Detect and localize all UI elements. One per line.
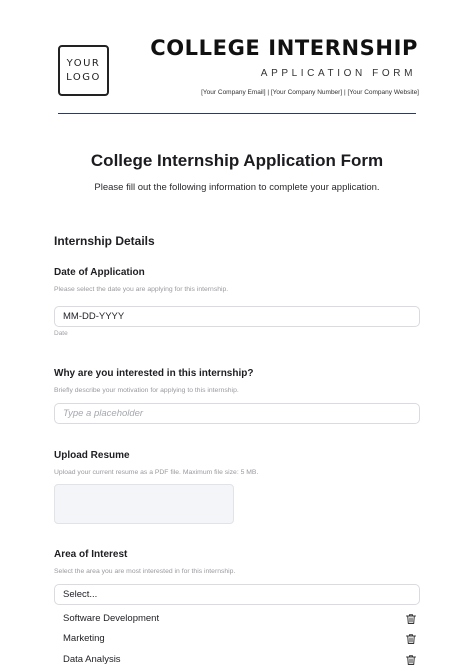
resume-label: Upload Resume <box>54 450 130 461</box>
resume-upload-area[interactable] <box>54 484 234 524</box>
motivation-input[interactable]: Type a placeholder <box>54 403 420 424</box>
date-hint: Please select the date you are applying for this internship. <box>54 286 229 293</box>
interest-option-data-analysis[interactable]: Data Analysis <box>63 654 121 665</box>
form-title: College Internship Application Form <box>90 151 384 170</box>
resume-hint: Upload your current resume as a PDF file. Maximum file size: 5 MB. <box>54 469 259 476</box>
logo-line-2: LOGO <box>66 71 101 83</box>
date-sublabel: Date <box>54 330 68 337</box>
company-contact: [Your Company Email] | [Your Company Number] | [Your Company Website] <box>201 89 419 96</box>
interest-select[interactable]: Select... <box>54 584 420 605</box>
motivation-label: Why are you interested in this internship? <box>54 368 254 379</box>
date-input[interactable]: MM-DD-YYYY <box>54 306 420 327</box>
interest-option-marketing[interactable]: Marketing <box>63 633 105 644</box>
trash-icon[interactable] <box>405 654 417 666</box>
section-title: Internship Details <box>54 234 155 248</box>
date-label: Date of Application <box>54 267 145 278</box>
document-subtitle: APPLICATION FORM <box>260 68 416 79</box>
interest-option-software-development[interactable]: Software Development <box>63 613 160 624</box>
document-title: COLLEGE INTERNSHIP <box>150 36 418 60</box>
interest-hint: Select the area you are most interested in for this internship. <box>54 568 236 575</box>
interest-label: Area of Interest <box>54 549 128 560</box>
header-divider <box>58 113 416 114</box>
company-logo <box>58 45 109 96</box>
form-intro: Please fill out the following information to complete your application. <box>94 182 380 193</box>
trash-icon[interactable] <box>405 613 417 625</box>
trash-icon[interactable] <box>405 633 417 645</box>
logo-line-1: YOUR <box>66 57 101 69</box>
motivation-hint: Briefly describe your motivation for applying to this internship. <box>54 387 239 394</box>
